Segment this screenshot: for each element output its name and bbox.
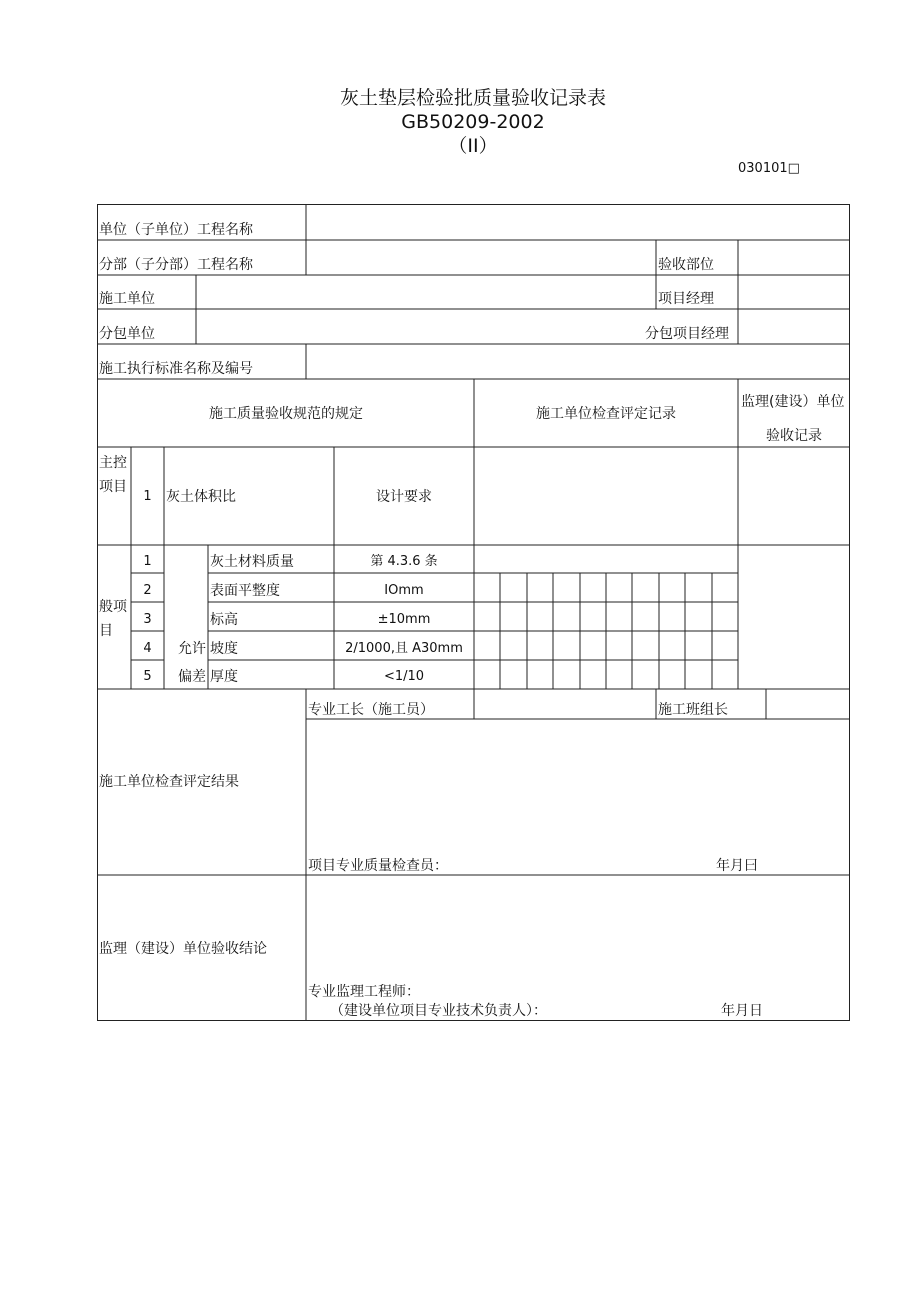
supervision-result-label: 监理（建设）单位验收结论 (99, 941, 267, 957)
foreman-label: 专业工长（施工员） (308, 702, 434, 718)
quality-inspector-label: 项目专业质量检查员： (308, 858, 448, 874)
general-group-label-1: 般项 (99, 599, 127, 615)
general-item-requirement: 第 4.3.6 条 (370, 554, 438, 569)
main-control-requirement: 设计要求 (376, 489, 432, 505)
supervision-engineer-label: 专业监理工程师： (308, 984, 420, 1000)
main-control-item: 灰土体积比 (166, 489, 236, 505)
form-part: （II） (448, 135, 498, 157)
unit-project-name-label: 单位（子单位）工程名称 (99, 222, 253, 238)
sub-project-name-label: 分部（子分部）工程名称 (99, 257, 253, 273)
form-title: 灰土垫层检验批质量验收记录表 (339, 87, 606, 109)
main-control-group-label-1: 主控 (99, 455, 127, 471)
form-code: 030101□ (738, 161, 800, 176)
standard-code: GB50209-2002 (401, 111, 545, 133)
general-item-no: 4 (143, 641, 152, 656)
general-item-requirement: IOmm (384, 583, 424, 598)
general-item-name: 灰土材料质量 (210, 554, 294, 570)
general-item-no: 5 (143, 669, 152, 684)
general-item-no: 3 (143, 612, 152, 627)
owner-rep-label: （建设单位项目专业技术负责人）： (330, 1003, 547, 1019)
general-item-requirement: ±10mm (377, 612, 431, 627)
construction-result-label: 施工单位检查评定结果 (99, 774, 239, 790)
general-item-name: 表面平整度 (210, 583, 280, 599)
main-control-no: 1 (143, 489, 152, 504)
standard-name-label: 施工执行标准名称及编号 (99, 361, 253, 377)
general-item-no: 1 (143, 554, 152, 569)
subcontract-unit-label: 分包单位 (99, 326, 155, 342)
check-record-column-header: 施工单位检查评定记录 (536, 406, 676, 422)
general-item-name: 坡度 (210, 641, 238, 657)
construction-date-label: 年月曰 (716, 858, 758, 874)
main-control-group-label-2: 项目 (99, 479, 127, 495)
general-item-requirement: 2/1000,且 A30mm (345, 641, 463, 656)
tolerance-label-1: 允许 (178, 641, 206, 657)
construction-unit-label: 施工单位 (99, 291, 155, 307)
general-item-name: 标高 (210, 612, 238, 628)
supervision-column-header-line2: 验收记录 (766, 428, 822, 444)
subcontract-manager-label: 分包项目经理 (645, 326, 729, 342)
spec-column-header: 施工质量验收规范的规定 (209, 406, 363, 422)
general-item-requirement: <1/10 (383, 669, 425, 684)
acceptance-part-label: 验收部位 (658, 257, 714, 273)
general-item-no: 2 (143, 583, 152, 598)
general-group-label-2: 目 (99, 623, 113, 639)
project-manager-label: 项目经理 (658, 291, 714, 307)
team-leader-label: 施工班组长 (658, 702, 728, 718)
general-item-name: 厚度 (210, 669, 238, 685)
supervision-date-label: 年月日 (721, 1003, 763, 1019)
tolerance-label-2: 偏差 (178, 669, 206, 685)
supervision-column-header-line1: 监理(建设）单位 (741, 394, 845, 410)
